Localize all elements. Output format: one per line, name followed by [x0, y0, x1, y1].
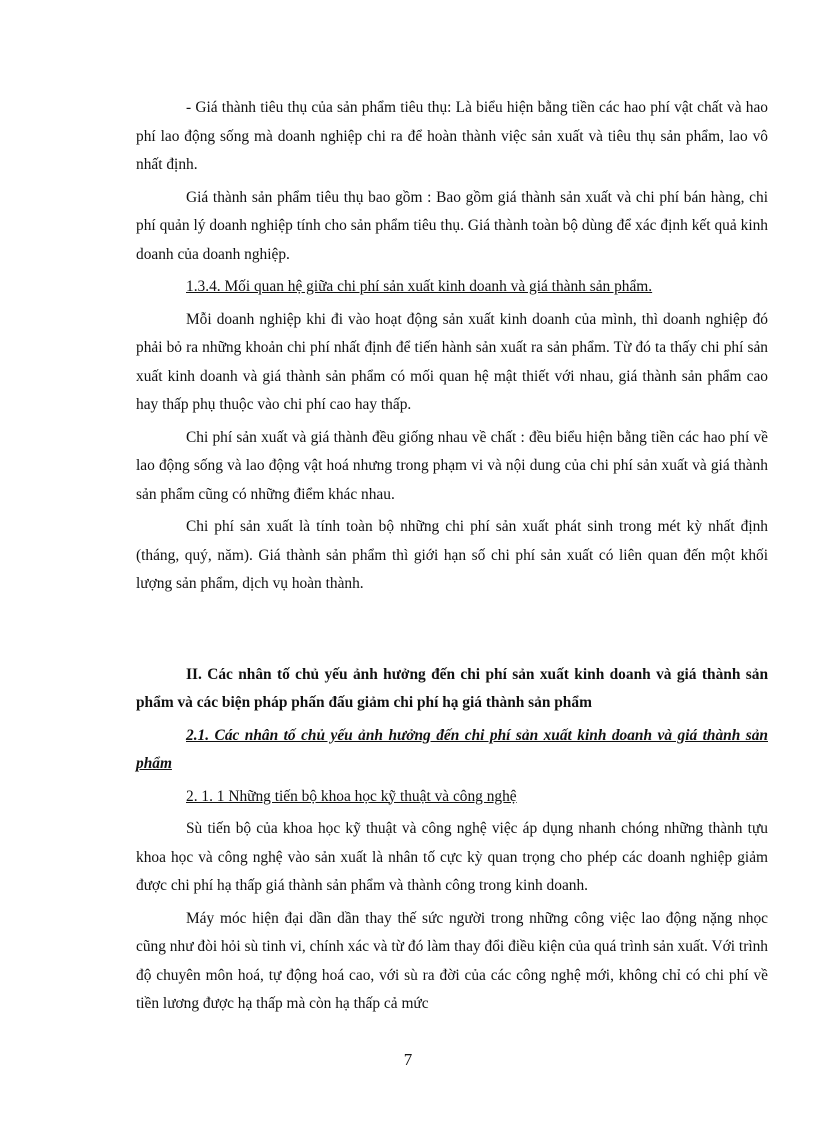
paragraph-technology-progress: Sù tiến bộ của khoa học kỹ thuật và công nghệ việc áp dụng nhanh chóng những thành tựu khoa học và công nghệ vào sản xuất là nhân tố cực kỳ quan trọng cho phép các doanh nghiệp giảm được chi phí hạ thấp giá thành sản phẩm và thành công trong kinh doanh. — [136, 820, 768, 894]
paragraph-relationship: Mỗi doanh nghiệp khi đi vào hoạt động sản xuất kinh doanh của mình, thì doanh nghiệp đó phải bỏ ra những khoản chi phí nhất định để tiến hành sản xuất ra sản phẩm. Từ đó ta thấy chi phí sản xuất kinh doanh và giá thành sản phẩm có mối quan hệ mật thiết với nhau, giá thành sản phẩm cao hay thấp phụ thuộc vào chi phí cao hay thấp. — [136, 310, 768, 413]
heading-1-3-4-text: 1.3.4. Mối quan hệ giữa chi phí sản xuất kinh doanh và giá thành sản phẩm. — [186, 278, 653, 295]
paragraph-production-cost-scope: Chi phí sản xuất là tính toàn bộ những chi phí sản xuất phát sinh trong mét kỳ nhất định (tháng, quý, năm). Giá thành sản phẩm thì giới hạn số chi phí sản xuất có liên quan đến một khối lượng sản phẩm, dịch vụ hoàn thành. — [136, 518, 768, 592]
paragraph-same-nature: Chi phí sản xuất và giá thành đều giống nhau về chất : đều biểu hiện bằng tiền các hao phí về lao động sống và lao động vật hoá nhưng trong phạm vi và nội dung của chi phí sản xuất và giá thành sản phẩm cũng có những điểm khác nhau. — [136, 428, 768, 503]
page-number: 7 — [403, 1050, 413, 1069]
subsection-2-1-title: 2.1. Các nhân tố chủ yếu ảnh hưởng đến chi phí sản xuất kinh doanh và giá thành sản phẩm — [136, 726, 768, 772]
heading-1-3-4 — [136, 273, 768, 302]
document-page — [136, 94, 768, 1023]
heading-2-1-1 — [136, 783, 768, 812]
section-ii-title: II. Các nhân tố chủ yếu ảnh hưởng đến chi phí sản xuất kinh doanh và giá thành sản phẩm và các biện pháp phấn đấu giảm chi phí hạ giá thành sản phẩm — [136, 665, 768, 711]
paragraph-modern-machinery: Máy móc hiện đại dần dần thay thế sức người trong những công việc lao động nặng nhọc cũng như đòi hỏi sù tinh vi, chính xác và từ đó làm thay đổi điều kiện của quá trình sản xuất. Với trình độ chuyên môn hoá, tự động hoá cao, với sù ra đời của các công nghệ mới, không chỉ có chi phí về tiền lương được hạ thấp mà còn hạ thấp cả mức — [136, 909, 768, 1012]
paragraph-consumption-price-components: Giá thành sản phẩm tiêu thụ bao gồm : Bao gồm giá thành sản xuất và chi phí bán hàng, chi phí quản lý doanh nghiệp tính cho sản phẩm tiêu thụ. Giá thành toàn bộ dùng để xác định kết quả kinh doanh của doanh nghiệp. — [136, 188, 768, 263]
section-spacer — [136, 603, 768, 661]
heading-2-1-1-text: 2. 1. 1 Những tiến bộ khoa học kỹ thuật và công nghệ — [186, 787, 517, 805]
paragraph-consumption-price: - Giá thành tiêu thụ của sản phẩm tiêu thụ: Là biểu hiện bằng tiền các hao phí vật chất và hao phí lao động sống mà doanh nghiệp chi ra để hoàn thành việc sản xuất và tiêu thụ sản phẩm, lao vô nhất định. — [136, 99, 768, 173]
